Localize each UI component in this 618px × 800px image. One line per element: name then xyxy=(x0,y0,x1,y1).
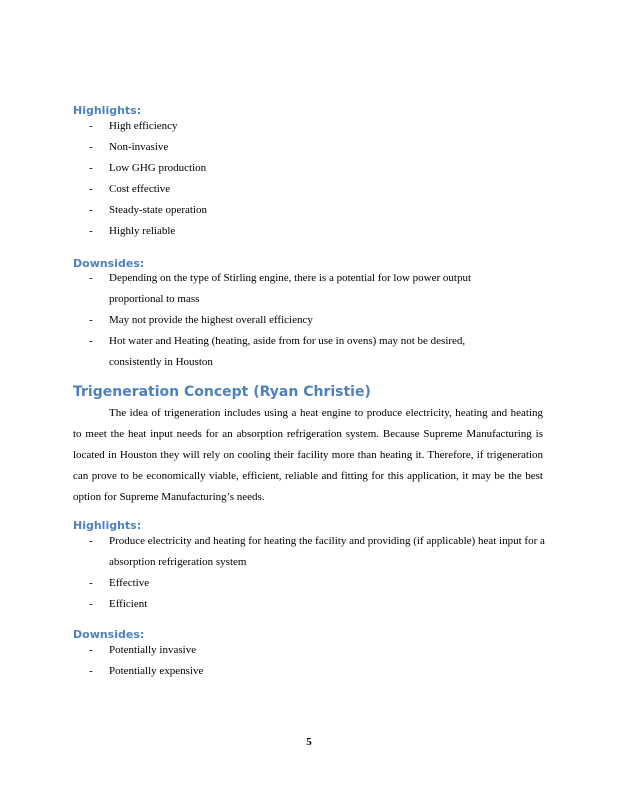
bullet-dash: - xyxy=(89,183,93,195)
body-paragraph: The idea of trigeneration includes using a heat engine to produce electricity, heating and heating to meet the heat input needs for an absorption refrigeration system. Because Supreme Manufacturing is located in Houston they will rely on cooling their facility more than heating it. Therefore, if trigeneration can prove to be economically viable, efficient, reliable and fitting for this application, it may be the best option for Supreme Manufacturing’s needs. xyxy=(73,407,543,503)
page-number: 5 xyxy=(306,736,312,748)
bullet-dash: - xyxy=(89,120,93,132)
list-item: - Highly reliable xyxy=(89,221,549,242)
section-title: Trigeneration Concept (Ryan Christie) xyxy=(73,384,371,400)
bullet-dash: - xyxy=(89,335,93,347)
highlights-list xyxy=(89,116,549,242)
list-item: - Non-invasive xyxy=(89,137,549,158)
downsides-list xyxy=(89,268,509,373)
list-item: - Steady-state operation xyxy=(89,200,549,221)
bullet-dash: - xyxy=(89,577,93,589)
bullet-dash: - xyxy=(89,314,93,326)
list-item: - High efficiency xyxy=(89,116,549,137)
bullet-dash: - xyxy=(89,644,93,656)
bullet-dash: - xyxy=(89,272,93,284)
bullet-dash: - xyxy=(89,598,93,610)
bullet-dash: - xyxy=(89,204,93,216)
list-item: - Low GHG production xyxy=(89,158,549,179)
list-item: - May not provide the highest overall efficiency xyxy=(89,310,509,331)
downsides-heading: Downsides: xyxy=(73,628,145,641)
highlights-heading: Highlights: xyxy=(73,519,142,532)
list-item: - Potentially expensive xyxy=(89,661,549,682)
highlights-list xyxy=(89,531,549,615)
list-item: - Effective xyxy=(89,573,549,594)
list-item: - Produce electricity and heating for heating the facility and providing (if applicable) heat input for a absorption refrigeration system xyxy=(89,531,549,573)
bullet-dash: - xyxy=(89,141,93,153)
downsides-list xyxy=(89,640,549,682)
bullet-dash: - xyxy=(89,162,93,174)
list-item: - Cost effective xyxy=(89,179,549,200)
downsides-heading: Downsides: xyxy=(73,257,145,270)
bullet-dash: - xyxy=(89,225,93,237)
highlights-heading: Highlights: xyxy=(73,104,142,117)
bullet-dash: - xyxy=(89,665,93,677)
bullet-dash: - xyxy=(89,535,93,547)
list-item: - Depending on the type of Stirling engine, there is a potential for low power output proportional to mass xyxy=(89,268,509,310)
list-item: - Potentially invasive xyxy=(89,640,549,661)
list-item: - Efficient xyxy=(89,594,549,615)
list-item: - Hot water and Heating (heating, aside from for use in ovens) may not be desired, consistently in Houston xyxy=(89,331,509,373)
